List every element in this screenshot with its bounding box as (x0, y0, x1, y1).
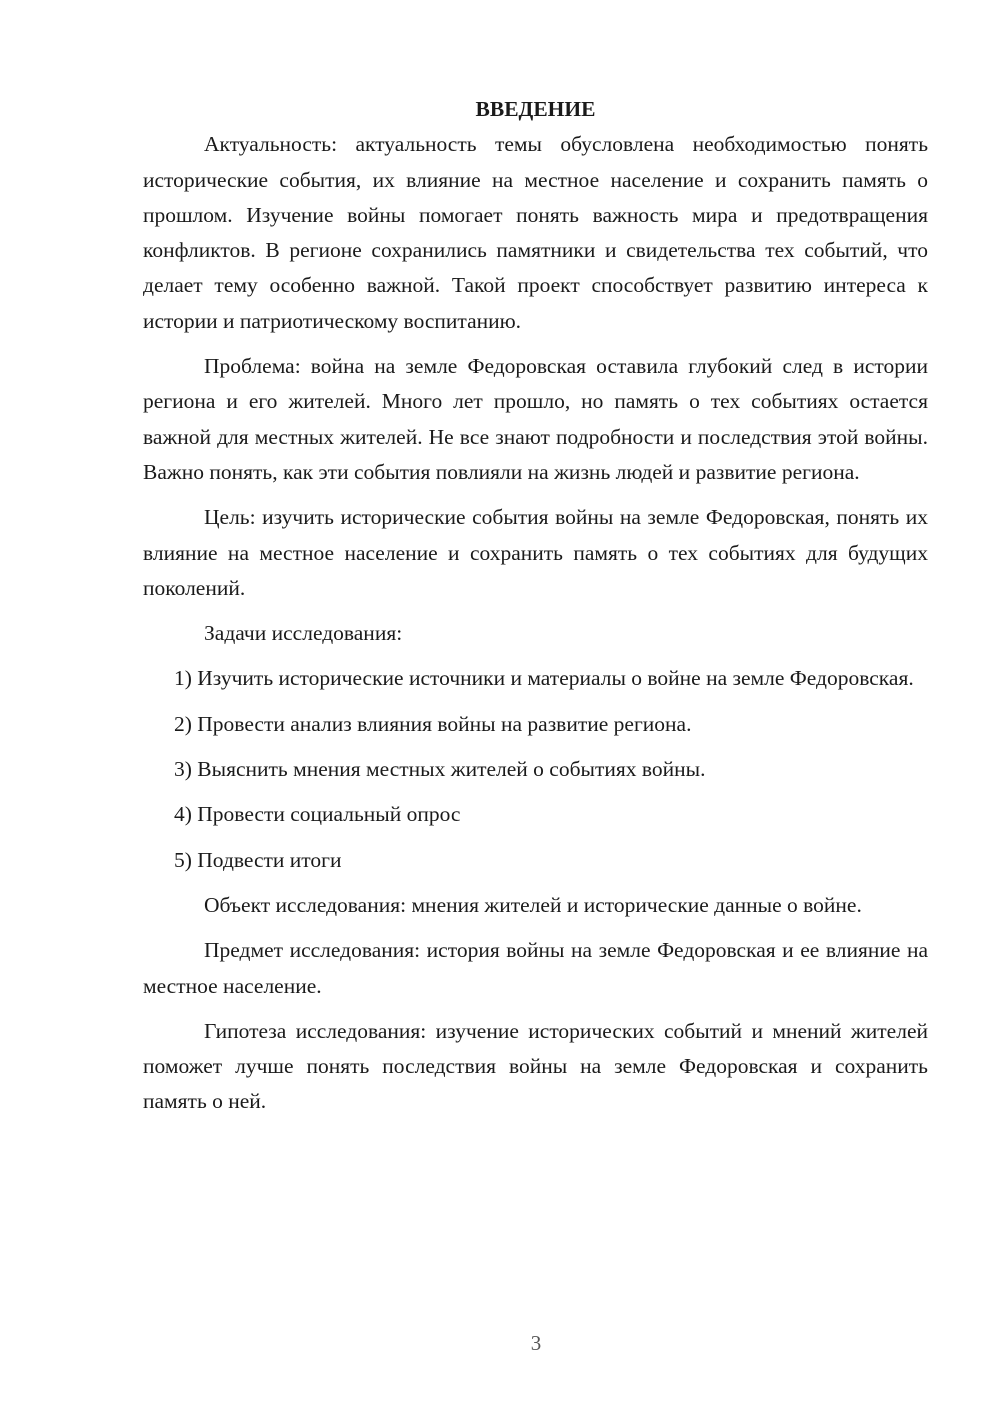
task-item-4: 4) Провести социальный опрос (174, 802, 461, 827)
task-item-3: 3) Выяснить мнения местных жителей о событиях войны. (174, 757, 706, 782)
task-item-1: 1) Изучить исторические источники и материалы о войне на земле Федоровская. (174, 666, 914, 691)
tasks-heading: Задачи исследования: (204, 621, 403, 646)
task-item-5: 5) Подвести итоги (174, 847, 342, 872)
problem-paragraph: Проблема: война на земле Федоровская оставила глубокий след в истории региона и его жителей. Много лет прошло, но память о тех событиях остается важной для местных жителей. Не все знают подробности и последствия этой войны. Важно понять, как эти события повлияли на жизнь людей и развитие региона. (143, 354, 928, 484)
goal-paragraph: Цель: изучить исторические события войны на земле Федоровская, понять их влияние на местное население и сохранить память о тех событиях для будущих поколений. (143, 505, 928, 600)
document-page (143, 92, 928, 1130)
subject-paragraph: Предмет исследования: история войны на земле Федоровская и ее влияние на местное население. (143, 938, 928, 998)
task-item-2: 2) Провести анализ влияния войны на развитие региона. (174, 711, 692, 736)
hypothesis-paragraph: Гипотеза исследования: изучение исторических событий и мнений жителей поможет лучше понять последствия войны на земле Федоровская и сохранить память о ней. (143, 1018, 928, 1114)
page-number: 3 (530, 1331, 542, 1355)
object-paragraph: Объект исследования: мнения жителей и исторические данные о войне. (204, 892, 862, 917)
section-title: ВВЕДЕНИЕ (475, 97, 596, 121)
relevance-paragraph: Актуальность: актуальность темы обусловлена необходимостью понять исторические события, их влияние на местное население и сохранить память о прошлом. Изучение войны помогает понять важность мира и предотвращения конфликтов. В регионе сохранились памятники и свидетельства тех событий, что делает тему особенно важной. Такой проект способствует развитию интереса к истории и патриотическому воспитанию. (143, 132, 928, 333)
